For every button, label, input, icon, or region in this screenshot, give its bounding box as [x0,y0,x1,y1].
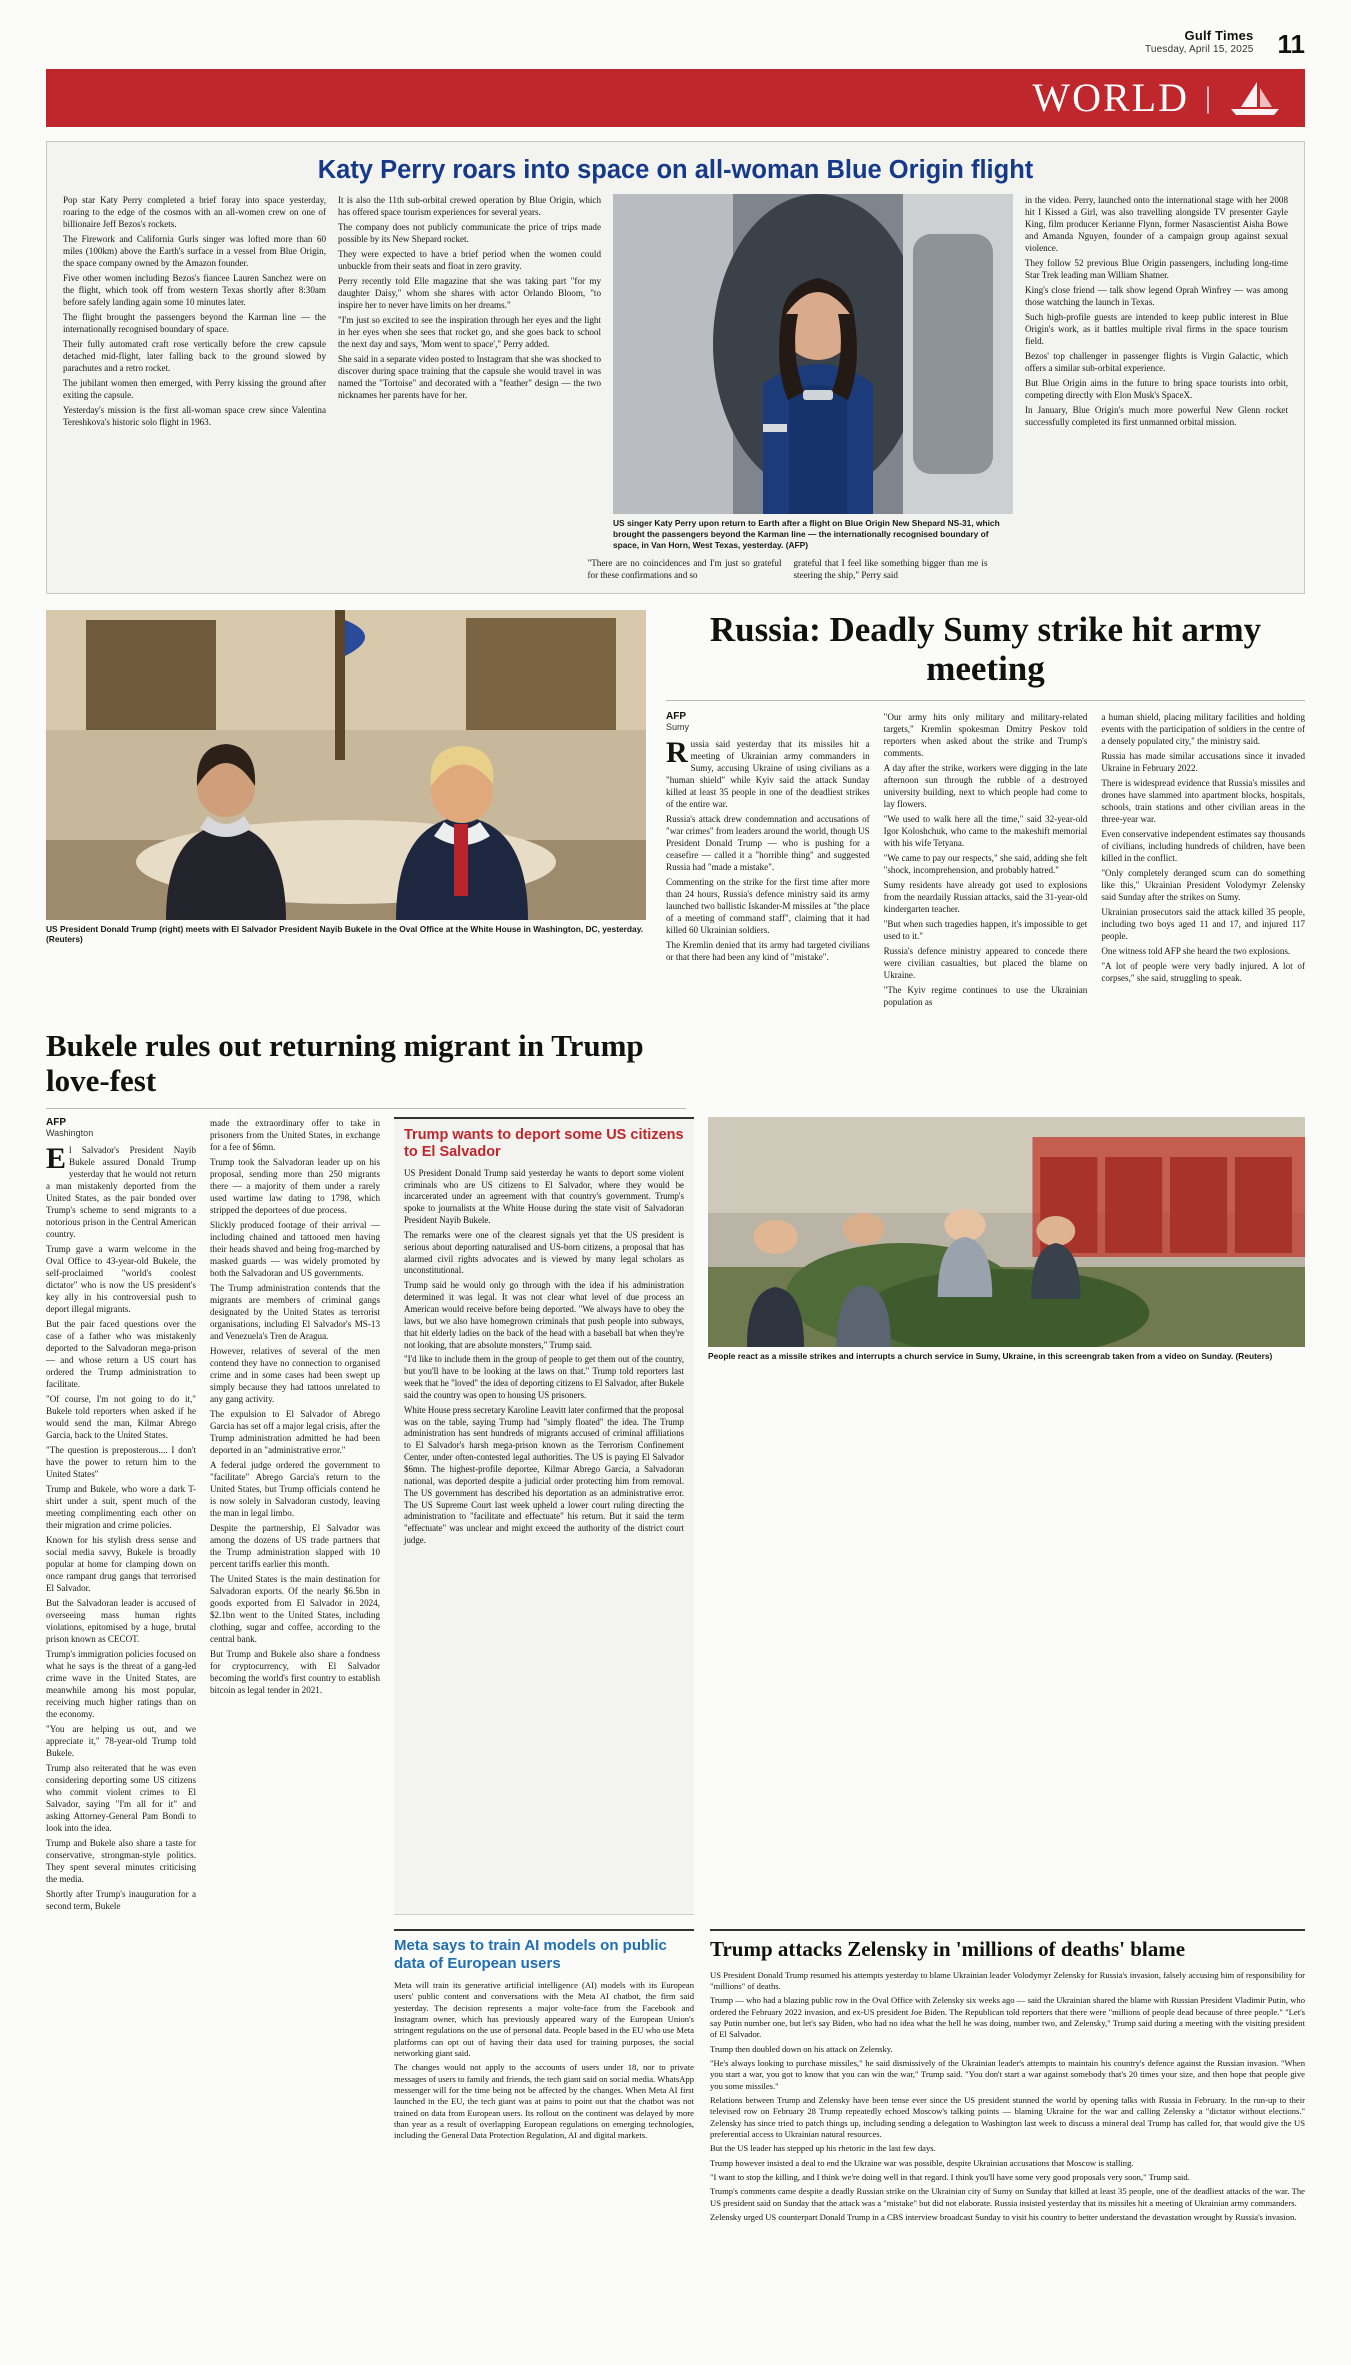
paragraph: "You are helping us out, and we appreciate it," 78-year-old Trump told Bukele. [46,1724,196,1759]
paragraph: "A lot of people were very badly injured. A lot of corpses," she said, struggling to speak. [1101,960,1305,983]
paragraph: But the US leader has stepped up his rhetoric in the last few days. [710,2143,936,2154]
sidebar-box-headline: Trump wants to deport some US citizens to El Salvador [404,1127,684,1161]
paragraph: But the pair faced questions over the case of a father who was mistakenly deported to the Salvadoran mega-prison — and whose return a US court has ordered the Trump administration to facilitate. [46,1319,196,1390]
caption-text: US singer Katy Perry upon return to Earth after a flight on Blue Origin New Shepard NS-31, which brought the passengers beyond the Karman line — the internationally recognised boundary of space, in Van Horn, West Texas, yesterday. [613,517,1000,550]
paragraph: Russia has made similar accusations since it invaded Ukraine in February 2022. [1101,750,1305,773]
paragraph: Trump's comments came despite a deadly Russian strike on the Ukrainian city of Sumy on Sunday that killed at least 35 people, one of the deadliest attacks of the war. The US president said on Sunday that the attack was a "mistake" but did not elaborate. Russia insisted yesterday that its missiles hit a meeting of Ukrainian army commanders. [710,2186,1305,2208]
story-bukele-byline: AFP [46,1117,66,1129]
story-sumy-column-1 [666,711,870,1011]
caption-credit: (Reuters) [46,934,83,945]
oval-office-block [46,610,646,1011]
spacer-left [46,1929,196,2226]
photo-katy-perry [613,194,1013,514]
paragraph: El Salvador's President Nayib Bukele assured Donald Trump yesterday that he would not return a man mistakenly deported from the United States, as the pair bonded over Trump's scheme to send migrants to a notorious prison in the Central American country. [46,1142,196,1240]
paragraph: Sumy residents have already got used to explosions from the neardaily Russian attacks, said the 31-year-old kindergarten teacher. [883,879,1088,914]
band-bukele-church [46,1029,1305,1915]
paragraph: Trump — who had a blazing public row in the Oval Office with Zelensky six weeks ago — said the Ukrainian shared the blame with Russian President Vladimir Putin, who ordered the February 2022 invasion, and ex-US president Joe Biden. The Republican told reporters that there were "millions of people dead because of three people." "Let's say Putin number one, but let's say Biden, who had no idea what the hell he was doing, number two, and Zelensky," Trump said during a meeting with the visiting president of El Salvador. [710,1995,1305,2040]
story-space-column-1 [63,194,326,551]
story-zelensky-headline: Trump attacks Zelensky in 'millions of deaths' blame [710,1937,1186,1962]
caption-credit: (Reuters) [1235,1351,1273,1362]
paragraph: Trump however insisted a deal to end the Ukraine war was possible, despite Ukrainian accusations that Moscow is stalling. [710,2157,1134,2168]
paragraph: "We came to pay our respects," she said, adding she felt "shock, incomprehension, and probably hatred." [883,852,1088,875]
masthead-paper-name: Gulf Times [1184,28,1254,43]
paragraph: "Only completely deranged scum can do something like this," Ukrainian President Volodymyr Zelensky said Sunday after the strikes on Sumy. [1101,867,1305,902]
paragraph: Trump also reiterated that he was even considering deporting some US citizens who commit violent crimes to El Salvador, saying "I'm all for it" and asking Attorney-General Pam Bondi to look into the idea. [46,1763,196,1834]
caption-text: People react as a missile strikes and interrupts a church service in Sumy, Ukraine, in this screengrab taken from a video on Sunday. [708,1351,1234,1362]
story-sumy-dateline: Sumy [666,721,690,732]
paragraph: Despite the partnership, El Salvador was among the dozens of US trade partners that the Trump administration slapped with 10 percent tariffs earlier this month. [210,1523,380,1570]
story-bukele-sidebar-box [394,1117,694,1915]
photo-trump-bukele-art [46,610,646,920]
paragraph: One witness told AFP she heard the two explosions. [1101,945,1291,956]
paragraph: The flight brought the passengers beyond the Karman line — the internationally recognised boundary of space. [63,311,326,334]
paragraph: "We used to walk here all the time," said 32-year-old Igor Koloshchuk, who came to the makeshift memorial with his wife Tetyana. [883,813,1088,848]
paragraph: Known for his stylish dress sense and social media savvy, Bukele is broadly popular at home for clamping down on once rampant drug gangs that terrorised El Salvador. [46,1535,196,1594]
story-bukele-headline: Bukele rules out returning migrant in Trump love-fest [46,1027,644,1098]
story-meta [394,1929,694,2226]
masthead [0,0,1351,63]
photo-trump-bukele-caption [46,924,646,946]
paragraph: "Our army hits only military and military-related targets," Kremlin spokesman Dmitry Peskov told reporters when asked about the strike and Trump's comments. [883,711,1088,758]
paragraph: The Kremlin denied that its army had targeted civilians or that there had been any kind of "mistake". [666,939,870,962]
paragraph: Such high-profile guests are intended to keep public interest in Blue Origin's work, as it battles multiple rival firms in the space tourism field. [1025,311,1288,346]
paragraph: Yesterday's mission is the first all-woman space crew since Valentina Tereshkova's historic solo flight in 1963. [63,404,326,427]
photo-katy-perry-art [613,194,1013,514]
paragraph: a human shield, placing military facilities and holding events with the participation of soldiers in the centre of a densely populated city," the ministry said. [1101,711,1305,746]
paragraph: The company does not publicly communicate the price of trips made possible by its New Shepard rocket. [338,221,601,244]
paragraph: "I'm just so excited to see the inspiration through her eyes and the light in her eyes when she sees that rocket go, and she goes back to school the next day and says, 'Mom went to space'," Perry added. [338,314,601,349]
paragraph: In January, Blue Origin's much more powerful New Glenn rocket successfully completed its first unmanned orbital mission. [1025,404,1288,427]
story-sumy [666,610,1305,1011]
paragraph: Trump's immigration policies focused on what he says is the threat of a gang-led crime wave in the United States, are meanwhile among his most popular, receiving much higher ratings than on the economy. [46,1649,196,1720]
story-bukele-column-2 [210,1117,380,1915]
band-oval-office-sumy [46,610,1305,1011]
paragraph: White House press secretary Karoline Leavitt later confirmed that the proposal was on the table, saying Trump had "simply floated" the idea. The Trump administration has sent hundreds of migrants accused of criminal affiliations to El Salvador's harsh mega-prison known as the Terrorism Confinement Center, under often-contested legal authorities. The US is paying El Salvador $6mn. The highest-profile deportee, Kilmar Abrego Garcia, a Salvadoran national, was deported despite a judicial order protecting him from removal. The US government has described his deportation as an administrative error. The US Supreme Court last week upheld a lower court ruling directing the administration to "facilitate and effectuate" his return. But it said the term "effectuate" was unclear and might exceed the authority of the district court judge. [404,1404,684,1546]
paragraph: But the Salvadoran leader is accused of overseeing mass human rights violations, epitomised by a huge, brutal prison known as CECOT. [46,1598,196,1645]
paragraph: "The question is preposterous.... I don't have the power to return him to the United States" [46,1445,196,1480]
paragraph: Trump and Bukele also share a taste for conservative, strongman-style politics. They spent several minutes criticising the media. [46,1838,196,1885]
paragraph: "But when such tragedies happen, it's impossible to get used to it." [883,918,1088,941]
story-space-grid [63,194,1288,551]
story-sumy-columns [666,711,1305,1011]
story-bukele [46,1029,1305,1915]
paragraph: Relations between Trump and Zelensky have been tense ever since the US president stunned the world by opening talks with Russia in February. In the run-up to their televised row on February 28 Trump repeatedly echoed Moscow's talking points — blaming Ukraine for the war and calling Zelensky a "dictator without elections." Zelensky has since tried to patch things up, including sending a delegation to Washington last week to discuss a mineral deal Trump has called for, that would give the US preferential access to Ukrainian natural resources. [710,2094,1305,2139]
photo-church-sumy [708,1117,1305,1347]
band-bukele-grid [46,1117,1305,1915]
masthead-date: Tuesday, April 15, 2025 [1144,44,1254,56]
paragraph: Shortly after Trump's inauguration for a second term, Bukele [46,1889,196,1912]
paragraph: It is also the 11th sub-orbital crewed operation by Blue Origin, which has offered space tourism experiences for several years. [338,194,601,217]
paragraph: in the video. Perry, launched onto the international stage with her 2008 hit I Kissed a Girl, was also travelling alongside TV presenter Gayle King, film producer Kerianne Flynn, former Nasascientist Aisha Bowe and Amanda Nguyen, founder of a campaign group against sexual violence. [1025,194,1288,253]
band-meta-zelensky-right [394,1929,1305,2226]
paragraph: Russia's attack drew condemnation and accusations of "war crimes" from leaders around the world, though US President Donald Trump — who is pushing for a ceasefire — called it a "horrible thing" and suggested Russia had "made a mistake". [666,813,870,872]
paragraph: Meta will train its generative artificial intelligence (AI) models with its European users' public content and conversations with the Meta AI chatbot, the firm said yesterday. The decision represents a major volte-face from the Facebook and Instagram owner, which has previously appeared wary of the European Union's stringent regulations on the use of personal data. People based in the EU who use Meta platforms can opt out of having their data used for training purposes, the social networking giant said. [394,1979,694,2058]
masthead-paper-block [1145,28,1254,57]
story-space-column-2 [338,194,601,551]
paragraph: The expulsion to El Salvador of Abrego Garcia has set off a major legal crisis, after the Trump administration admitted he had been deported in an "administrative error." [210,1409,380,1456]
paragraph: A federal judge ordered the government to "facilitate" Abrego Garcia's return to the United States, but Trump officials contend he is now solely in Salvadoran custody, leaving the man in legal limbo. [210,1460,380,1519]
story-zelensky [710,1929,1305,2226]
paragraph: Russia's defence ministry appeared to concede there were civilian casualties, but placed the blame on Ukraine. [883,945,1088,980]
paragraph: Ukrainian prosecutors said the attack killed 35 people, including two boys aged 11 and 17, and injured 117 people. [1101,906,1305,941]
divider [394,1929,694,1931]
paragraph: King's close friend — talk show legend Oprah Winfrey — was among those watching the launch in Texas. [1025,284,1288,307]
story-space-photo-block [613,194,1013,551]
story-meta-headline: Meta says to train AI models on public data of European users [394,1937,667,1972]
band-meta-zelensky [46,1929,1305,2226]
paragraph: She said in a separate video posted to Instagram that she was shocked to discover during space training that the capsule she would travel in was named the "Tortoise" and decorated with a "feather" design — the two nicknames her parents have for her. [338,353,601,400]
story-space-column-4 [1025,194,1288,551]
paragraph: However, relatives of several of the men contend they have no connection to organised crime and in some cases had been swept up simply because they had tattoos unrelated to any gang activity. [210,1346,380,1405]
church-photo-block [708,1117,1305,1915]
paragraph: "I'd like to include them in the group of people to get them out of the country, but you'll have to be looking at the laws on that." Trump told reporters last week that he "loved" the idea of deporting citizens to El Salvador, after Bukele said the country was open to housing US prisoners. [404,1354,684,1400]
divider [666,700,1305,701]
paragraph: US President Donald Trump resumed his attempts yesterday to blame Ukrainian leader Volodymyr Zelensky for Russia's invasion, falsely accusing him of responsibility for "millions" of deaths. [710,1969,1305,1991]
paragraph: There is widespread evidence that Russia's missiles and drones have slammed into apartment blocks, hospitals, schools, train stations and other civilian areas in the three-year war. [1101,777,1305,824]
caption-text: US President Donald Trump (right) meets with El Salvador President Nayib Bukele in the Oval Office at the White House in Washington, DC, yesterday. [46,923,644,934]
paragraph: The remarks were one of the clearest signals yet that the US president is serious about deporting naturalised and US-born citizens, a proposal that has alarmed civil rights advocates and is viewed by many legal scholars as unconstitutional. [404,1229,684,1276]
paragraph: But Blue Origin aims in the future to bring space tourists into orbit, competing directly with Elon Musk's SpaceX. [1025,377,1288,400]
story-space-caption [613,518,1013,551]
photo-church-sumy-art [708,1117,1305,1347]
paragraph: Trump then doubled down on his attack on Zelensky. [710,2043,893,2054]
section-banner [46,69,1305,127]
paragraph: But Trump and Bukele also share a fondness for cryptocurrency, with El Salvador becoming the world's first country to establish bitcoin as legal tender in 2021. [210,1649,380,1696]
paragraph: The United States is the main destination for Salvadoran exports. Of the nearly $6.5bn in goods exported from El Salvador in 2024, $2.1bn went to the United States, including clothing, sugar and coffee, according to the central bank. [210,1574,380,1645]
paragraph: "I want to stop the killing, and I think we're doing well in that regard. I think you'll have some very good proposals very soon," Trump said. [710,2172,1190,2183]
paragraph: Commenting on the strike for the first time after more than 24 hours, Russia's defence ministry said its army launched two ballistic Iskander-M missiles at "the place of a meeting of command staff", claiming that it had killed 60 Ukrainian soldiers. [666,876,870,935]
paragraph: They follow 52 previous Blue Origin passengers, including long-time Star Trek leading man William Shatner. [1025,257,1288,280]
dhow-logo-icon [1227,78,1283,118]
story-space [46,141,1305,594]
paragraph: Trump and Bukele, who wore a dark T-shirt under a suit, spent much of the meeting complimenting each other on their migration and crime policies. [46,1484,196,1531]
paragraph: made the extraordinary offer to take in prisoners from the United States, in exchange for a fee of $6mn. [210,1118,380,1153]
divider [46,1108,686,1109]
paragraph: Even conservative independent estimates say thousands of civilians, including hundreds of children, have been killed in the conflict. [1101,828,1305,863]
photo-trump-bukele [46,610,646,920]
paragraph: Their fully automated craft rose vertically before the crew capsule detached mid-flight, later falling back to the ground slowed by parachutes and a retro rocket. [63,338,326,373]
paragraph: The jubilant women then emerged, with Perry kissing the ground after exiting the capsule. [63,377,326,400]
paragraph: Five other women including Bezos's fiancee Lauren Sanchez were on the flight, which took off from western Texas shortly after 8:30am before safely landing again some 10 minutes later. [63,272,326,307]
paragraph: Trump took the Salvadoran leader up on his proposal, sending more than 250 migrants there — a majority of them under a rarely used wartime law dating to 1798, which stripped the deportees of due process. [210,1157,380,1216]
paragraph: Russia said yesterday that its missiles hit a meeting of Ukrainian army commanders in Sumy, accusing Ukraine of using civilians as a "human shield" while Kyiv said the attack Sunday killed at least 35 people in one of the deadliest strikes of the entire war. [666,735,870,809]
page-number: 11 [1277,29,1305,60]
paragraph: Trump gave a warm welcome in the Oval Office to 43-year-old Bukele, the self-proclaimed "world's coolest dictator" who is now the US president's key ally in his controversial push to deport illegal migrants. [46,1244,196,1315]
story-sumy-column-3 [1101,711,1305,1011]
photo-church-caption [708,1351,1305,1362]
paragraph: The Firework and California Gurls singer was lofted more than 60 miles (100km) above the Earth's surface in a vessel from Blue Origin, the space company owned by the Amazon founder. [63,233,326,268]
paragraph: The Trump administration contends that the migrants are members of criminal gangs designated by the United States as terrorist organisations, including El Salvador's MS-13 and Venezuela's Tren de Aragua. [210,1283,380,1342]
paragraph: "He's always looking to purchase missiles," he said dismissively of the Ukrainian leader's attempts to maintain his country's defence against the Russian invasion. "When you start a war, you got to know that you can win the war," Trump said. "You don't start a war against somebody that's 20 times your size, and then hope that people give you some missiles." [710,2057,1305,2091]
story-space-quote-right: grateful that I feel like something bigger than me is steering the ship," Perry said [793,557,988,580]
paragraph: "Of course, I'm not going to do it," Bukele told reporters when asked if he would send the man, Kilmar Abrego Garcia, back to the United States. [46,1394,196,1441]
story-space-quote-left: "There are no coincidences and I'm just so grateful for these confirmations and so [587,557,782,580]
section-separator: | [1204,80,1211,114]
paragraph: Bezos' top challenger in passenger flights is Virgin Galactic, which offers a similar sub-orbital experience. [1025,350,1288,373]
paragraph: A day after the strike, workers were digging in the late afternoon sun through the rubble of a destroyed university building, next to which people had come to lay flowers. [883,762,1088,809]
caption-credit: (AFP) [785,539,809,550]
paragraph: "The Kyiv regime continues to use the Ukrainian population as [883,984,1088,1007]
spacer-left-2 [210,1929,380,2226]
paragraph: The changes would not apply to the accounts of users under 18, nor to private messages of users to family and friends, the tech giant said on social media. WhatsApp messenger will for the time being not be affected by the changes. When Meta AI first launched in the EU, the tech giant was at pains to point out that the chatbot was not trained on data from European users. Its rollout on the continent was delayed by more than year as a result of overlapping European regulations on emerging technologies, including the General Data Protection Regulation, AI and digital markets. [394,2062,694,2141]
paragraph: Perry recently told Elle magazine that she was taking part "for my daughter Daisy," whom she shares with actor Orlando Bloom, "to inspire her to never have limits on her dreams." [338,275,601,310]
section-title: WORLD [1032,75,1189,121]
story-bukele-dateline: Washington [46,1128,94,1139]
paragraph: Pop star Katy Perry completed a brief foray into space yesterday, roaring to the edge of the cosmos with an all-women crew on one of billionaire Jeff Bezos's rockets. [63,194,326,229]
paragraph: US President Donald Trump said yesterday he wants to deport some violent criminals who are US citizens to El Salvador, where they would be incarcerated under an agreement with that country's government. Trump's spoke to journalists at the White House during the state visit of Salvadoran President Nayib Bukele. [404,1167,684,1226]
story-sumy-column-2 [884,711,1088,1011]
story-space-headline: Katy Perry roars into space on all-woman Blue Origin flight [317,155,1034,184]
paragraph: Zelensky urged US counterpart Donald Trump in a CBS interview broadcast Sunday to visit his country to better understand the devastation wrought by Russia's invasion. [710,2212,1297,2223]
paragraph: They were expected to have a brief period when the women could unbuckle from their seats and float in zero gravity. [338,248,601,271]
story-sumy-headline: Russia: Deadly Sumy strike hit army meeting [709,609,1262,688]
story-space-quote-row [588,557,988,581]
story-bukele-column-1 [46,1117,196,1915]
divider [710,1929,1305,1931]
paragraph: Slickly produced footage of their arrival — including chained and tattooed men having their heads shaved and being frog-marched by masked guards — was widely promoted by both the Salvadoran and US governments. [210,1220,380,1279]
story-sumy-byline: AFP [666,710,686,722]
paragraph: Trump said he would only go through with the idea if his administration determined it was legal. It was not clear what level of due process an American would receive before being deported. "We always have to obey the laws, but we also have homegrown criminals that push people into subways, that hit elderly ladies on the back of the head with a baseball bat when they're not looking, that are absolute monsters," Trump said. [404,1280,684,1350]
